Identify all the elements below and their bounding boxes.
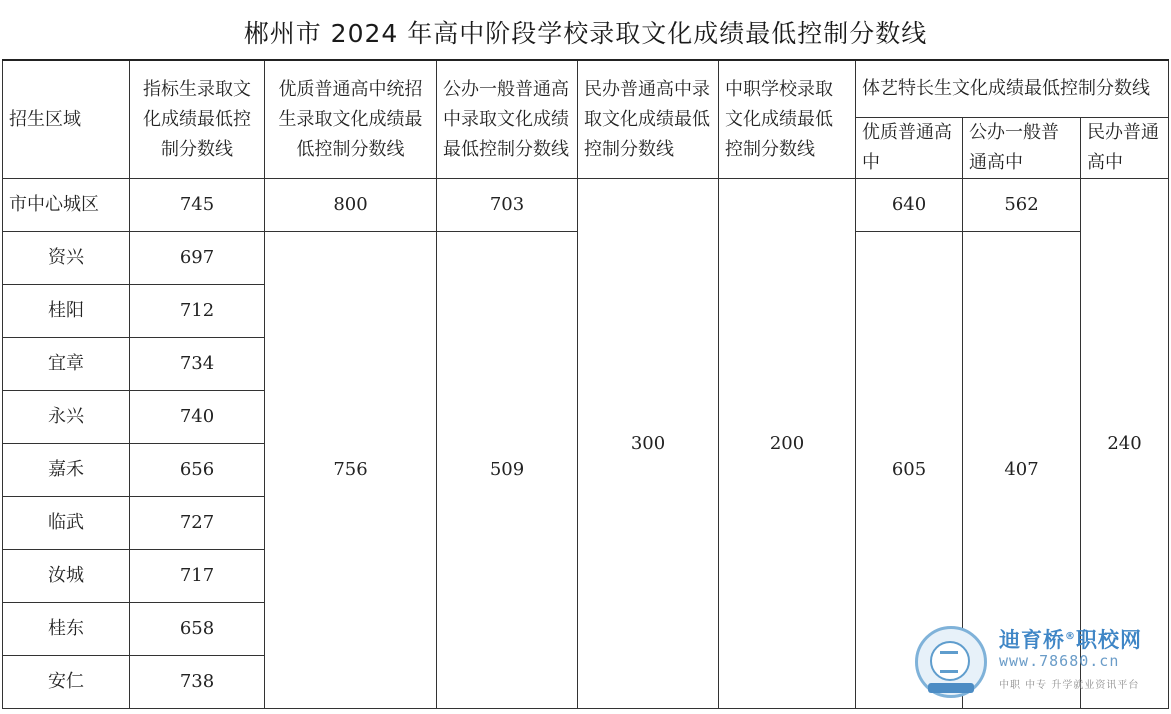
arts-private-score-cell: 240 — [1081, 179, 1169, 709]
watermark-logo — [915, 624, 1163, 700]
header-quality-high-school: 优质普通高中统招生录取文化成绩最低控制分数线 — [265, 60, 437, 179]
header-arts-public: 公办一般普通高中 — [963, 118, 1081, 179]
region-cell: 桂东 — [3, 603, 130, 656]
index-score-cell: 717 — [130, 550, 265, 603]
index-score-cell: 740 — [130, 391, 265, 444]
arts-quality-city-cell: 640 — [856, 179, 963, 232]
header-arts-private: 民办普通高中 — [1081, 118, 1169, 179]
region-cell: 永兴 — [3, 391, 130, 444]
watermark-brand — [999, 624, 1142, 654]
score-table — [2, 59, 1169, 709]
region-cell: 桂阳 — [3, 285, 130, 338]
private-score-cell: 300 — [578, 179, 719, 709]
watermark-brand-suffix: 职校网 — [1076, 628, 1142, 652]
index-score-cell: 697 — [130, 232, 265, 285]
vocational-score-cell: 200 — [719, 179, 856, 709]
header-arts-quality: 优质普通高中 — [856, 118, 963, 179]
header-region: 招生区域 — [3, 60, 130, 179]
page-title: 郴州市 2024 年高中阶段学校录取文化成绩最低控制分数线 — [243, 19, 928, 48]
region-cell: 宜章 — [3, 338, 130, 391]
watermark-url: www.78680.cn — [999, 652, 1120, 670]
arts-public-county-cell: 407 — [963, 232, 1081, 709]
index-score-cell: 745 — [130, 179, 265, 232]
table-row — [3, 179, 1169, 232]
registered-mark: ® — [1065, 631, 1076, 642]
quality-score-county-cell: 756 — [265, 232, 437, 709]
region-cell: 市中心城区 — [3, 179, 130, 232]
index-score-cell: 712 — [130, 285, 265, 338]
header-index-score: 指标生录取文化成绩最低控制分数线 — [130, 60, 265, 179]
public-score-city-cell: 703 — [437, 179, 578, 232]
arts-public-city-cell: 562 — [963, 179, 1081, 232]
header-row — [3, 60, 1169, 118]
region-cell: 安仁 — [3, 656, 130, 709]
region-cell: 临武 — [3, 497, 130, 550]
region-cell: 嘉禾 — [3, 444, 130, 497]
region-cell: 资兴 — [3, 232, 130, 285]
index-score-cell: 727 — [130, 497, 265, 550]
index-score-cell: 734 — [130, 338, 265, 391]
header-vocational-school: 中职学校录取文化成绩最低控制分数线 — [719, 60, 856, 179]
arts-quality-county-cell: 605 — [856, 232, 963, 709]
region-cell: 汝城 — [3, 550, 130, 603]
header-public-high-school: 公办一般普通高中录取文化成绩最低控制分数线 — [437, 60, 578, 179]
index-score-cell: 658 — [130, 603, 265, 656]
public-score-county-cell: 509 — [437, 232, 578, 709]
index-score-cell: 738 — [130, 656, 265, 709]
header-private-high-school: 民办普通高中录取文化成绩最低控制分数线 — [578, 60, 719, 179]
watermark-tagline: 中职 中专 升学就业资讯平台 — [999, 680, 1140, 691]
seal-icon — [915, 626, 987, 698]
quality-score-city-cell: 800 — [265, 179, 437, 232]
header-arts-sports-group: 体艺特长生文化成绩最低控制分数线 — [856, 60, 1169, 118]
index-score-cell: 656 — [130, 444, 265, 497]
watermark-brand-name: 迪育桥 — [999, 628, 1065, 652]
